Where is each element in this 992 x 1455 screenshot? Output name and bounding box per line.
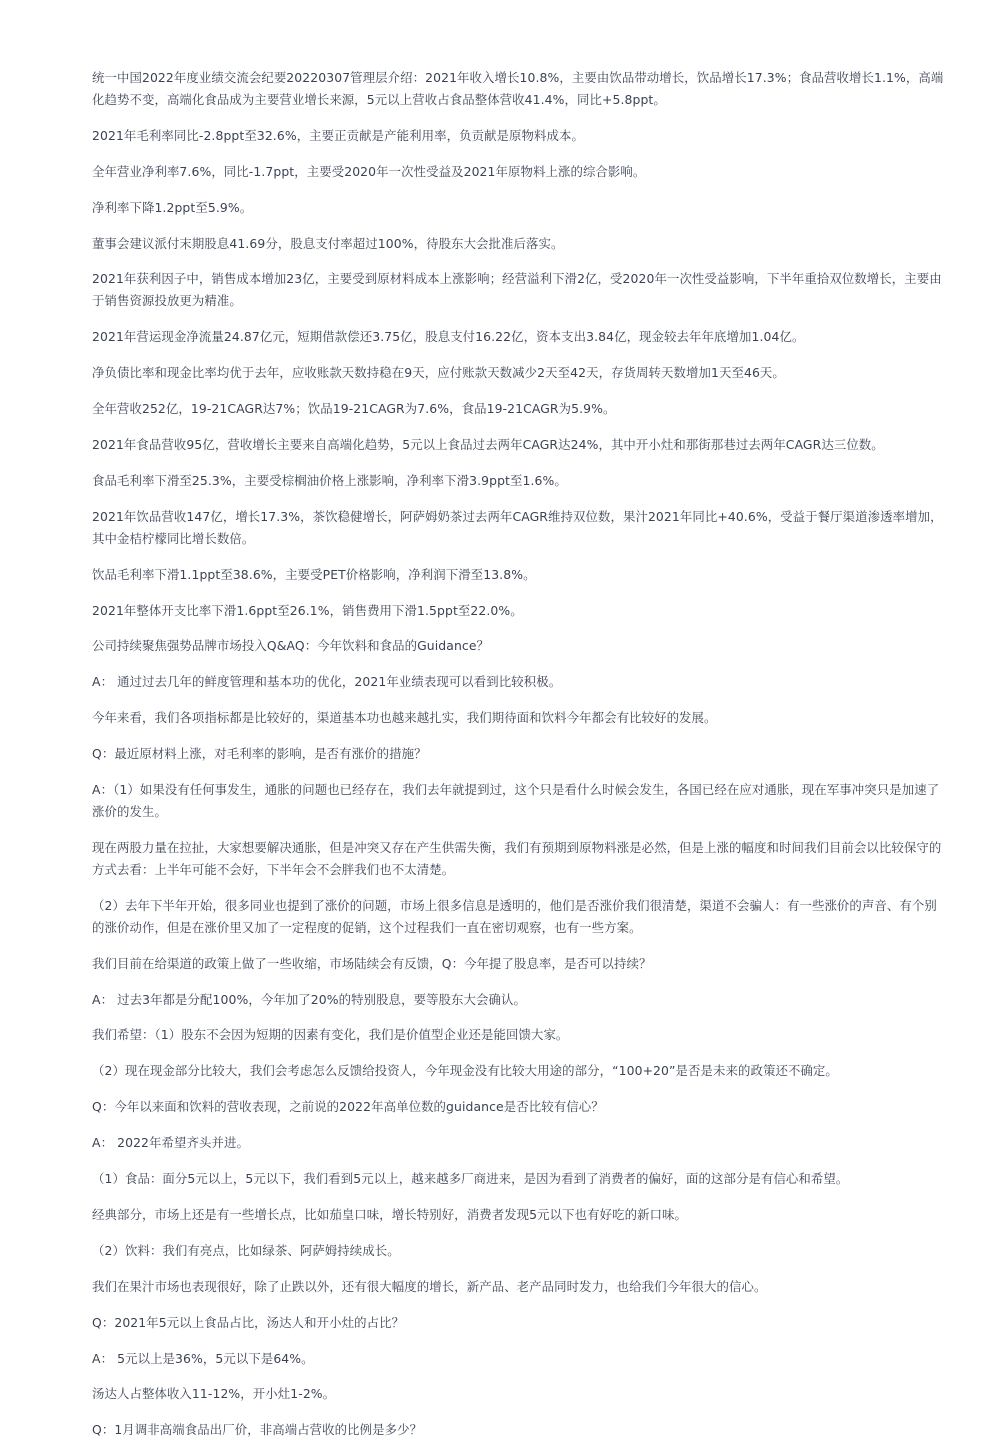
paragraph-qa-revenue-answer: A： 2022年希望齐头并进。 — [92, 1135, 249, 1151]
paragraph-qa-pricing-question: Q：1月调非高端食品出厂价，非高端占营收的比例是多少？ — [92, 1422, 423, 1438]
paragraph-qa-mix-answer: A： 5元以上是36%，5元以下是64%。 — [92, 1350, 314, 1366]
paragraph-qa-guidance-question: 公司持续聚焦强势品牌市场投入Q&AQ：今年饮料和食品的Guidance？ — [92, 638, 490, 654]
paragraph-qa-mix-brands: 汤达人占整体收入11-12%，开小灶1-2%。 — [92, 1386, 336, 1402]
paragraph-net-margin: 净利率下降1.2ppt至5.9%。 — [92, 199, 253, 215]
paragraph-expense-ratio: 2021年整体开支比率下滑1.6ppt至26.1%，销售费用下滑1.5ppt至22.0%。 — [92, 602, 523, 618]
paragraph-food-margin: 食品毛利率下滑至25.3%，主要受棕榈油价格上涨影响，净利率下滑3.9ppt至1.6%。 — [92, 472, 567, 488]
paragraph-intro: 统一中国2022年度业绩交流会纪要20220307管理层介绍：2021年收入增长10.8%，主要由饮品带动增长，饮品增长17.3%；食品营收增长1.1%，高端化趋势不变，高端化食品成为主要营业增长来源，5元以上营收占食品整体营收41.4%，同比+5.8ppt。 — [92, 70, 944, 107]
paragraph-beverage-margin: 饮品毛利率下滑1.1ppt至38.6%，主要受PET价格影响，净利润下滑至13.8%。 — [92, 566, 536, 582]
paragraph-qa-dividend-answer: A： 过去3年都是分配100%，今年加了20%的特别股息，要等股东大会确认。 — [92, 991, 526, 1007]
paragraph-qa-mix-question: Q：2021年5元以上食品占比，汤达人和开小灶的占比？ — [92, 1314, 405, 1330]
paragraph-beverage-revenue: 2021年饮品营收147亿，增长17.3%，茶饮稳健增长，阿萨姆奶茶过去两年CAGR维持双位数，果汁2021年同比+40.6%，受益于餐厅渠道渗透率增加，其中金桔柠檬同比增长数倍。 — [92, 508, 943, 546]
paragraph-qa-guidance-answer: A： 通过过去几年的鲜度管理和基本功的优化，2021年业绩表现可以看到比较积极。 — [92, 674, 562, 690]
paragraph-qa-revenue-food: （1）食品：面分5元以上，5元以下，我们看到5元以上，越来越多厂商进来，是因为看到了消费者的偏好，面的这部分是有信心和希望。 — [92, 1171, 849, 1187]
paragraph-qa-price-answer-3: （2）去年下半年开始，很多同业也提到了涨价的问题，市场上很多信息是透明的，他们是否涨价我们很清楚，渠道不会骗人：有一些涨价的声音、有个别的涨价动作，但是在涨价里又加了一定程度的促销，这个过程我们一直在密切观察，也有一些方案。 — [92, 897, 937, 935]
paragraph-working-capital: 净负债比率和现金比率均优于去年，应收账款天数持稳在9天，应付账款天数减少2天至42天，存货周转天数增加1天至46天。 — [92, 365, 785, 381]
paragraph-qa-price-answer-2: 现在两股力量在拉扯，大家想要解决通胀，但是冲突又存在产生供需失衡，我们有预期到原物料涨是必然，但是上涨的幅度和时间我们目前会以比较保守的方式去看：上半年可能不会好，下半年会不会胖我们也不太清楚。 — [92, 839, 942, 877]
paragraph-annual-revenue: 全年营收252亿，19-21CAGR达7%；饮品19-21CAGR为7.6%，食品19-21CAGR为5.9%。 — [92, 401, 616, 417]
paragraph-qa-dividend-question: 我们目前在给渠道的政策上做了一些收缩，市场陆续会有反馈，Q：今年提了股息率，是否可以持续？ — [92, 955, 652, 971]
paragraph-gross-margin: 2021年毛利率同比-2.8ppt至32.6%，主要正贡献是产能利用率，负贡献是原物料成本。 — [92, 127, 584, 143]
paragraph-qa-dividend-hope-1: 我们希望：（1）股东不会因为短期的因素有变化，我们是价值型企业还是能回馈大家。 — [92, 1027, 569, 1043]
paragraph-qa-revenue-classic: 经典部分，市场上还是有一些增长点，比如茄皇口味，增长特别好，消费者发现5元以下也有好吃的新口味。 — [92, 1206, 688, 1222]
paragraph-operating-margin: 全年营业净利率7.6%，同比-1.7ppt，主要受2020年一次性受益及2021年原物料上涨的综合影响。 — [92, 163, 646, 179]
paragraph-qa-revenue-beverage: （2）饮料：我们有亮点，比如绿茶、阿萨姆持续成长。 — [92, 1242, 400, 1258]
paragraph-qa-revenue-juice: 我们在果汁市场也表现很好，除了止跌以外，还有很大幅度的增长，新产品、老产品同时发力，也给我们今年很大的信心。 — [92, 1278, 767, 1294]
paragraph-food-revenue: 2021年食品营收95亿，营收增长主要来自高端化趋势，5元以上食品过去两年CAGR达24%，其中开小灶和那街那巷过去两年CAGR达三位数。 — [92, 437, 884, 453]
paragraph-qa-guidance-outlook: 今年来看，我们各项指标都是比较好的，渠道基本功也越来越扎实，我们期待面和饮料今年都会有比较好的发展。 — [92, 710, 717, 726]
paragraph-qa-dividend-hope-2: （2）现在现金部分比较大，我们会考虑怎么反馈给投资人，今年现金没有比较大用途的部分，“100+20”是否是未来的政策还不确定。 — [92, 1063, 838, 1079]
paragraph-profit-factors: 2021年获利因子中，销售成本增加23亿，主要受到原材料成本上涨影响；经营溢利下滑2亿，受2020年一次性受益影响，下半年重拾双位数增长，主要由于销售资源投放更为精准。 — [92, 271, 942, 309]
paragraph-dividend: 董事会建议派付末期股息41.69分，股息支付率超过100%，待股东大会批准后落实。 — [92, 235, 564, 251]
paragraph-qa-price-answer-1: A：（1）如果没有任何事发生，通胀的问题也已经存在，我们去年就提到过，这个只是看什么时候会发生，各国已经在应对通胀，现在军事冲突只是加速了涨价的发生。 — [92, 782, 940, 820]
document-body — [92, 67, 944, 1455]
paragraph-qa-revenue-question: Q：今年以来面和饮料的营收表现，之前说的2022年高单位数的guidance是否比较有信心？ — [92, 1099, 604, 1115]
paragraph-qa-price-question: Q：最近原材料上涨，对毛利率的影响，是否有涨价的措施？ — [92, 746, 427, 762]
paragraph-cash-flow: 2021年营运现金净流量24.87亿元，短期借款偿还3.75亿，股息支付16.22亿，资本支出3.84亿，现金较去年年底增加1.04亿。 — [92, 329, 805, 345]
